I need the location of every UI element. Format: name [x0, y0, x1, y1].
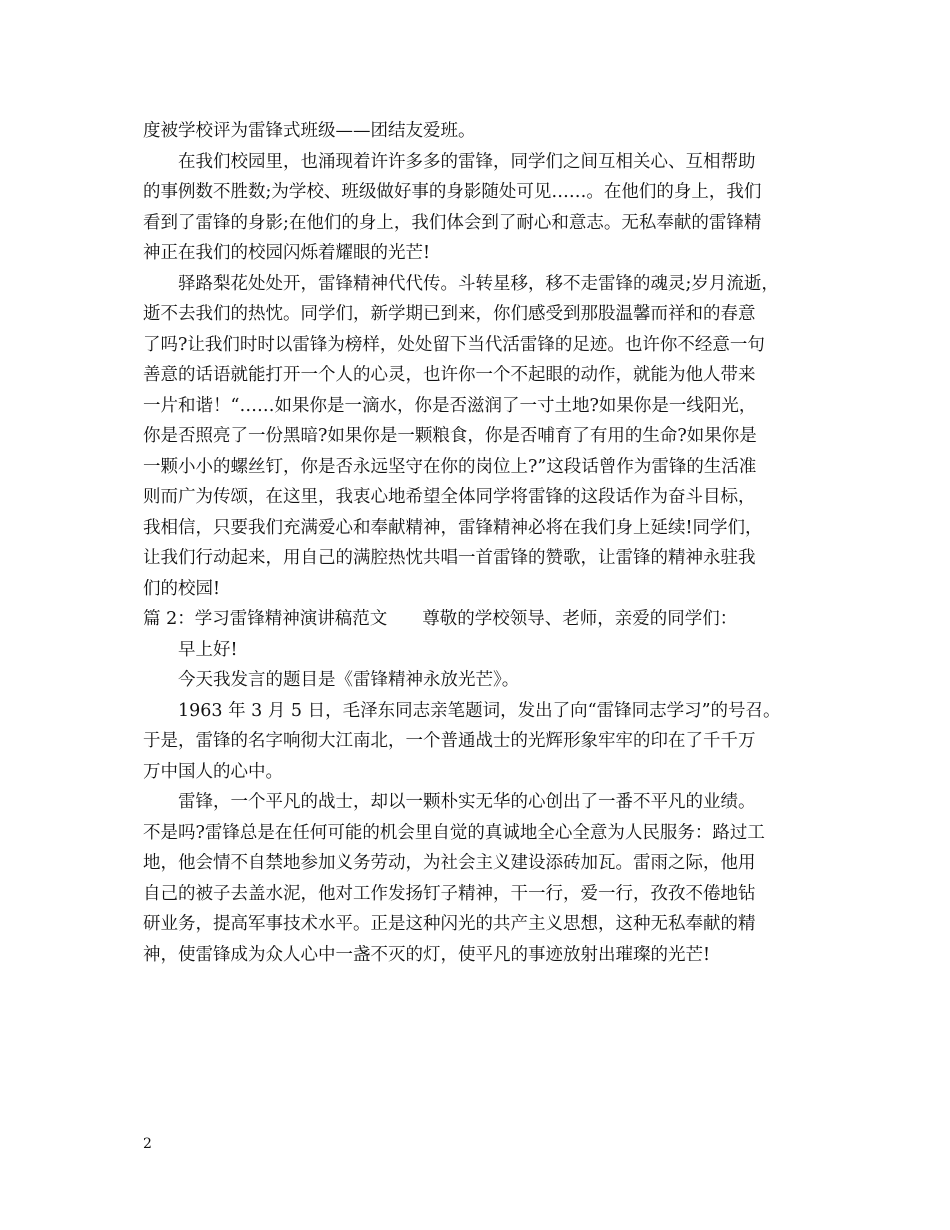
document-body	[143, 116, 815, 970]
text-line: 篇 2：学习雷锋精神演讲稿范文 尊敬的学校领导、老师，亲爱的同学们：	[143, 609, 738, 629]
text-line: 今天我发言的题目是《雷锋精神永放光芒》。	[178, 670, 520, 690]
page-number: 2	[143, 1136, 152, 1152]
text-line: 雷锋，一个平凡的战士，却以一颗朴实无华的心创出了一番不平凡的业绩。	[178, 792, 756, 812]
text-line: 我相信，只要我们充满爱心和奉献精神，雷锋精神必将在我们身上延续!同学们，	[143, 517, 763, 538]
text-line: 自己的被子去盖水泥，他对工作发扬钉子精神，干一行，爱一行，孜孜不倦地钻	[143, 883, 756, 904]
text-line: 研业务，提高军事技术水平。正是这种闪光的共产主义思想，这种无私奉献的精	[143, 914, 756, 934]
text-line: 1963 年 3 月 5 日，毛泽东同志亲笔题词，发出了向“雷锋同志学习”的号召。	[178, 700, 781, 721]
text-line: 在我们校园里，也涌现着许许多多的雷锋，同学们之间互相关心、互相帮助	[178, 151, 756, 172]
text-line: 不是吗?雷锋总是在任何可能的机会里自觉的真诚地全心全意为人民服务：路过工	[143, 822, 765, 843]
text-line: 于是，雷锋的名字响彻大江南北，一个普通战士的光辉形象牢牢的印在了千千万	[143, 731, 756, 751]
text-line: 一片和谐！“……如果你是一滴水，你是否滋润了一寸土地?如果你是一线阳光，	[143, 395, 757, 416]
text-line: 万中国人的心中。	[143, 761, 283, 782]
text-line: 神，使雷锋成为众人心中一盏不灭的灯，使平凡的事迹放射出璀璨的光芒!	[143, 944, 711, 965]
text-line: 地，他会情不自禁地参加义务劳动，为社会主义建设添砖加瓦。雷雨之际，他用	[143, 853, 756, 873]
text-line: 早上好!	[178, 639, 238, 660]
text-line: 了吗?让我们时时以雷锋为榜样，处处留下当代活雷锋的足迹。也许你不经意一句	[143, 334, 765, 355]
text-line: 一颗小小的螺丝钉，你是否永远坚守在你的岗位上?”这段话曾作为雷锋的生活准	[143, 456, 757, 477]
text-line: 看到了雷锋的身影;在他们的身上，我们体会到了耐心和意志。无私奉献的雷锋精	[143, 212, 762, 233]
text-line: 逝不去我们的热忱。同学们，新学期已到来，你们感受到那股温馨而祥和的春意	[143, 304, 756, 324]
text-line: 神正在我们的校园闪烁着耀眼的光芒!	[143, 243, 431, 263]
text-line: 的事例数不胜数;为学校、班级做好事的身影随处可见……。在他们的身上，我们	[143, 182, 762, 202]
text-line: 则而广为传颂，在这里，我衷心地希望全体同学将雷锋的这段话作为奋斗目标，	[143, 487, 756, 507]
text-line: 驿路梨花处处开，雷锋精神代代传。斗转星移，移不走雷锋的魂灵;岁月流逝，	[178, 273, 779, 294]
text-line: 度被学校评为雷锋式班级——团结友爱班。	[143, 121, 476, 141]
text-line: 们的校园!	[143, 578, 221, 599]
text-line: 让我们行动起来，用自己的满腔热忱共唱一首雷锋的赞歌，让雷锋的精神永驻我	[143, 548, 756, 568]
text-line: 善意的话语就能打开一个人的心灵，也许你一个不起眼的动作，就能为他人带来	[143, 365, 756, 385]
text-line: 你是否照亮了一份黑暗?如果你是一颗粮食，你是否哺育了有用的生命?如果你是	[143, 426, 757, 446]
